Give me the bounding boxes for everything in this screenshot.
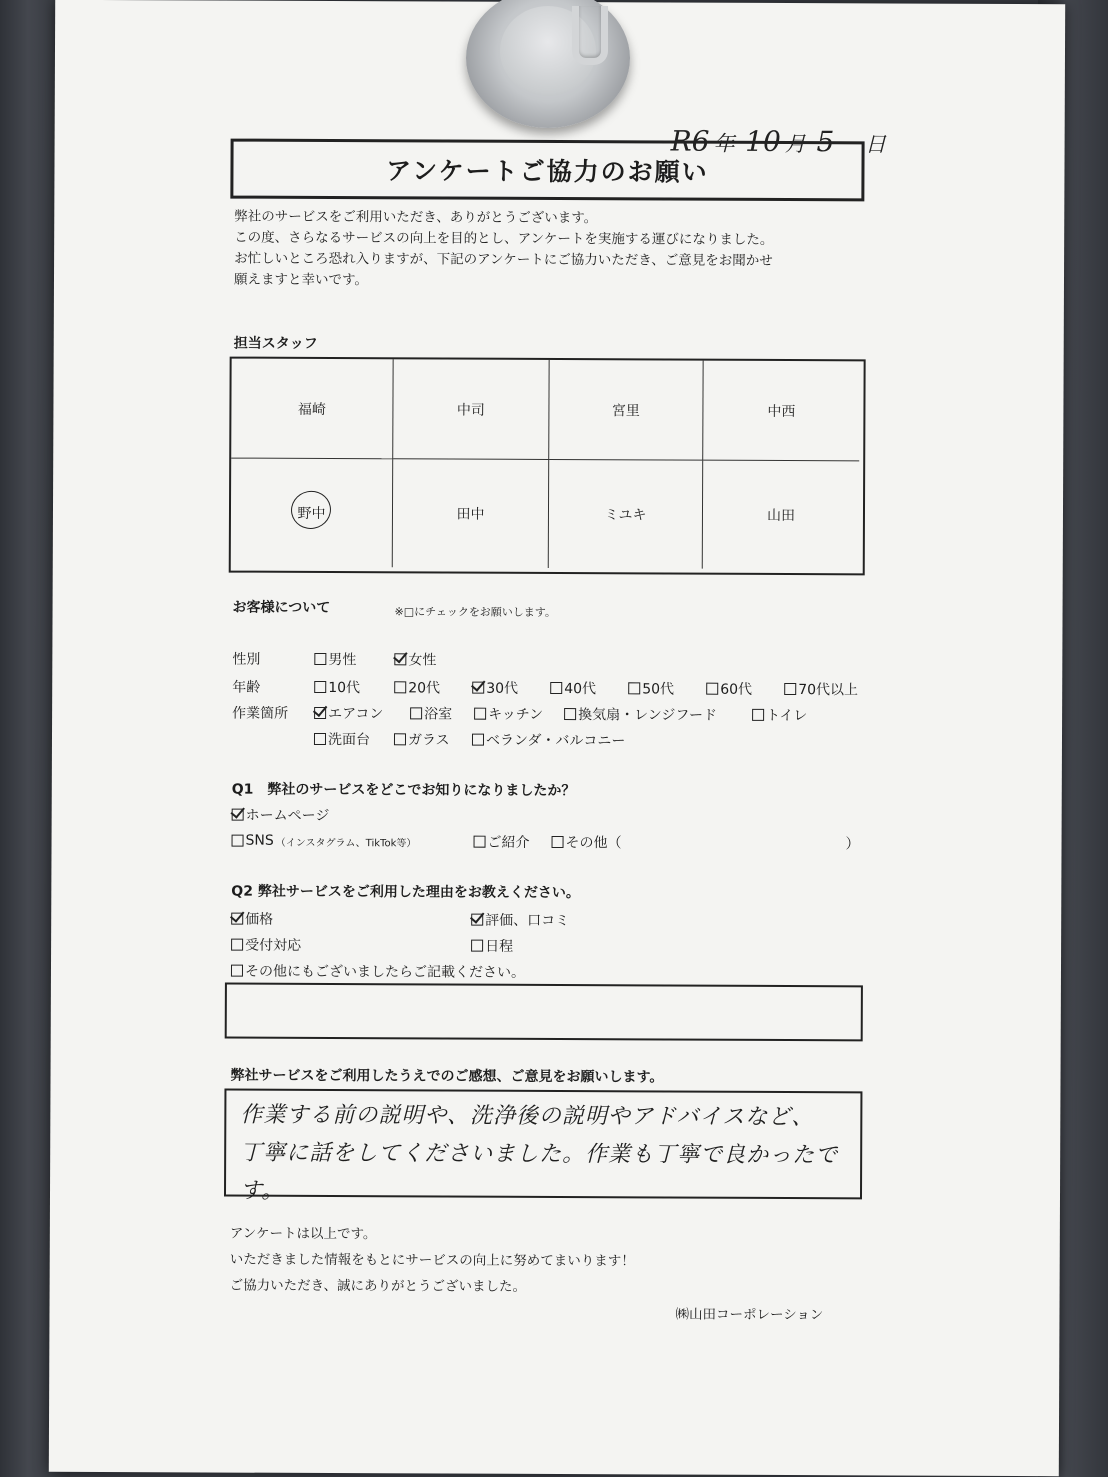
checkbox-icon[interactable]	[232, 835, 244, 847]
magnet-cap	[500, 6, 596, 96]
q1-option[interactable]: その他（	[552, 832, 846, 853]
checkbox-icon[interactable]	[628, 682, 640, 694]
age-label: 年齢	[232, 679, 261, 696]
handwritten-date: R6 年 10 月 5 日	[670, 124, 887, 159]
age-option[interactable]: 10代	[314, 677, 394, 697]
work-option[interactable]: エアコン	[314, 703, 410, 723]
checkbox-icon[interactable]	[410, 707, 422, 719]
age-option[interactable]: 30代	[472, 678, 550, 698]
staff-cell[interactable]: 中司	[393, 359, 549, 460]
q2-other-field[interactable]	[225, 983, 863, 1042]
checkbox-icon[interactable]	[394, 733, 406, 745]
checkbox-icon[interactable]	[752, 709, 764, 721]
q1-row-2	[232, 831, 860, 854]
staff-cell[interactable]: 福崎	[231, 359, 393, 460]
q1-option[interactable]: SNS （インスタグラム、TikTok等）	[232, 833, 474, 850]
age-row	[232, 677, 858, 700]
checkbox-icon[interactable]	[314, 733, 326, 745]
age-option[interactable]: 50代	[628, 678, 706, 698]
work-option[interactable]: 換気扇・レンジフード	[564, 704, 752, 725]
work-label: 作業箇所	[232, 705, 289, 722]
checkbox-icon[interactable]	[231, 939, 243, 951]
closing-text: アンケートは以上です。 いただきました情報をもとにサービスの向上に努めてまいります！ ご協力いただき、誠にありがとうございました。	[229, 1225, 635, 1295]
work-option[interactable]: キッチン	[474, 704, 564, 724]
paren-close: ）	[845, 836, 860, 853]
q2-row-2	[231, 935, 513, 956]
staff-cell[interactable]: 宮里	[549, 360, 703, 461]
staff-cell[interactable]: ミユキ	[549, 460, 703, 569]
checkbox-checked-icon[interactable]	[394, 653, 406, 665]
staff-table	[229, 357, 866, 576]
staff-label: 担当スタッフ	[233, 335, 318, 352]
work-option[interactable]: ベランダ・バルコニー	[472, 730, 626, 751]
company-name: ㈱山田コーポレーション	[675, 1306, 824, 1324]
q2-option[interactable]: その他にもございましたらご記載ください。	[231, 961, 525, 982]
checkbox-icon[interactable]	[706, 683, 718, 695]
checkbox-icon[interactable]	[564, 708, 576, 720]
checkbox-checked-icon[interactable]	[471, 914, 483, 926]
q1-row-1	[232, 805, 330, 825]
q1-option[interactable]: ご紹介	[474, 832, 552, 852]
q2-option[interactable]: 評価、口コミ	[471, 910, 569, 930]
customer-label: お客様について	[232, 599, 331, 617]
feedback-handwriting: 作業する前の説明や、洗浄後の説明やアドバイスなど、 丁寧に話をしてくださいました。作業も丁寧で良かったです。	[239, 1102, 839, 1204]
checkbox-icon[interactable]	[472, 734, 484, 746]
checkbox-checked-icon[interactable]	[232, 809, 244, 821]
survey-sheet	[49, 0, 1065, 1476]
staff-cell[interactable]: 中西	[703, 361, 859, 462]
age-option[interactable]: 40代	[550, 678, 628, 698]
work-option[interactable]: トイレ	[752, 705, 807, 725]
page-title: アンケートご協力のお願い	[230, 139, 864, 202]
staff-cell[interactable]: 山田	[766, 507, 796, 525]
age-option[interactable]: 20代	[394, 677, 472, 697]
age-option[interactable]: 60代	[706, 679, 784, 699]
q1-label: Q1 弊社のサービスをどこでお知りになりましたか？	[231, 781, 576, 800]
work-option[interactable]: ガラス	[394, 729, 472, 749]
q2-option[interactable]: 受付対応	[231, 935, 471, 956]
hook-icon	[572, 6, 608, 65]
checkbox-checked-icon[interactable]	[231, 913, 243, 925]
gender-label: 性別	[232, 651, 261, 668]
checkbox-icon[interactable]	[474, 708, 486, 720]
work-option[interactable]: 浴室	[410, 703, 474, 723]
circle-mark-icon	[288, 487, 335, 532]
q2-option[interactable]: 価格	[231, 909, 471, 930]
feedback-label: 弊社サービスをご利用したうえでのご感想、ご意見をお願いします。	[230, 1067, 664, 1086]
checkbox-icon[interactable]	[471, 940, 483, 952]
check-note: ※□にチェックをお願いします。	[394, 605, 556, 619]
checkbox-checked-icon[interactable]	[472, 682, 484, 694]
q2-row-1	[231, 909, 569, 930]
gender-option[interactable]: 男性	[314, 649, 394, 669]
q2-row-3	[231, 961, 525, 982]
checkbox-icon[interactable]	[550, 682, 562, 694]
gender-option[interactable]: 女性	[394, 649, 436, 669]
q2-option[interactable]: 日程	[471, 936, 513, 956]
checkbox-icon[interactable]	[314, 681, 326, 693]
q2-label: Q2 弊社サービスをご利用した理由をお教えください。	[231, 883, 580, 902]
staff-cell[interactable]: 田中	[393, 459, 549, 568]
checkbox-icon[interactable]	[231, 965, 243, 977]
checkbox-icon[interactable]	[784, 683, 796, 695]
intro-text: 弊社のサービスをご利用いただき、ありがとうございます。 この度、さらなるサービスの向上を目的とし、アンケートを実施する運びになりました。 お忙しいところ恐れ入りますが、下記のアンケートにご協力いただき、ご意見をお聞かせ 願えますと幸いです。	[233, 208, 774, 289]
checkbox-icon[interactable]	[314, 653, 326, 665]
age-option[interactable]: 70代以上	[784, 679, 858, 699]
checkbox-icon[interactable]	[474, 836, 486, 848]
checkbox-icon[interactable]	[394, 681, 406, 693]
work-row	[232, 703, 807, 726]
checkbox-icon[interactable]	[552, 836, 564, 848]
work-option[interactable]: 洗面台	[314, 729, 394, 749]
gender-row	[232, 649, 436, 670]
work-row-2	[314, 729, 626, 750]
staff-cell-selected[interactable]: 野中	[231, 459, 393, 568]
q1-option[interactable]: ホームページ	[232, 805, 330, 825]
checkbox-checked-icon[interactable]	[314, 707, 326, 719]
